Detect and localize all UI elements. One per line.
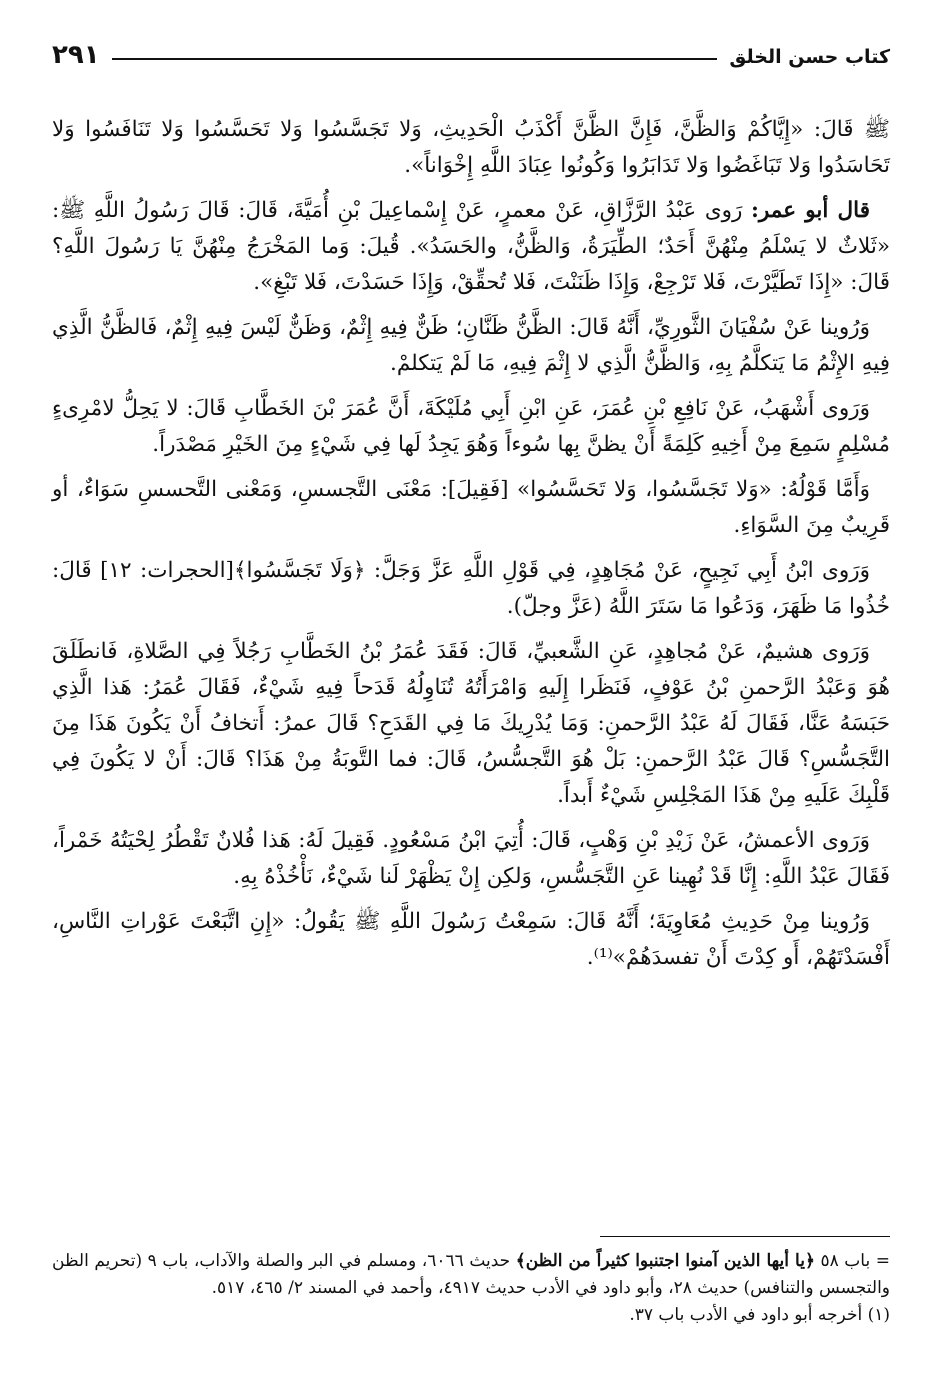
paragraph-4 (52, 391, 890, 463)
book-title: كتاب حسن الخلق (729, 46, 890, 68)
paragraph-9 (52, 904, 890, 976)
footnote-continued (52, 1248, 890, 1302)
paragraph-text: وَرَوى هشيمٌ، عَنْ مُجاهِدٍ، عَنِ الشَّعبيِّ، قَالَ: فَقَدَ عُمَرُ بْنُ الخَطَّابِ رَجُلاً فِي الصَّلاةِ، فَانطَلَقَ هُوَ وَعَبْدُ الرَّحمنِ بْنُ عَوْفٍ، فَنَظَرا إِلَيهِ وَامْرَأَتُهُ تُنَاوِلُهُ قَدَحاً فِيهِ شَيْءٌ، فَقَالَ عُمَرُ: هَذا الَّذِي حَبَسَهُ عَنَّا، فَقَالَ لَهُ عَبْدُ الرَّحمنِ: وَمَا يُدْرِيكَ مَا فِي القَدَحِ؟ قَالَ عمرُ: أَتخافُ أَنْ يَكُونَ هَذَا مِنَ التَّجَسُّسِ؟ قَالَ عَبْدُ الرَّحمنِ: بَلْ هُوَ التَّجسُّسُ، قَالَ: فما التَّوبَةُ مِنْ هَذَا؟ قَالَ: أَنْ لا يَكُونَ فِي قَلْبِكَ عَلَيهِ مِنْ هَذَا المَجْلِسِ شَيْءٌ أَبداً. (52, 639, 890, 808)
paragraph-text: ﷺ قَالَ: «إِيَّاكُمْ وَالظَّنَّ، فَإِنَّ الظَّنَّ أَكْذَبُ الْحَدِيثِ، وَلا تَجَسَّسُوا وَلا تَحَسَّسُوا وَلا تَنَافَسُوا وَلا تَحَاسَدُوا وَلا تَبَاغَضُوا وَلا تَدَابَرُوا وَكُونُوا عِبَادَ اللَّهِ إِخْوَاناً». (52, 117, 890, 178)
footnote-text: حديث ٦٠٦٦، ومسلم في البر والصلة والآداب، باب ٩ (تحريم الظن والتجسس والتنافس) حديث ٢٨، وأبو داود في الأدب حديث ٤٩١٧، وأحمد في المسند ٢/ ٤٦٥، ٥١٧. (52, 1251, 890, 1298)
book-page (52, 26, 890, 1366)
footnote-text: (١) أخرجه أبو داود في الأدب باب ٣٧. (629, 1305, 890, 1325)
main-text (52, 112, 890, 985)
paragraph-text: وَرُوينا مِنْ حَدِيثِ مُعَاوِيَةَ؛ أَنَّهُ قَالَ: سَمِعْتُ رَسُولَ اللَّهِ ﷺ يَقُولُ: «إِنِ اتَّبَعْتَ عَوْراتِ النَّاسِ، أَفْسَدْتَهُمْ، أَو كِدْتَ أَنْ تفسدَهُمْ»⁽¹⁾. (52, 909, 890, 970)
paragraph-text: وَأَمَّا قَوْلُهُ: «وَلا تَجَسَّسُوا، وَلا تَحَسَّسُوا» [فَقِيلَ]: مَعْنَى التَّجسسِ، وَمَعْنى التَّحسسِ سَوَاءٌ، أو قَرِيبٌ مِنَ السَّوَاءِ. (52, 477, 890, 538)
paragraph-text: وَرَوى أَشْهَبُ، عَنْ نَافِعِ بْنِ عُمَرَ، عَنِ ابْنِ أَبِي مُلَيْكَةَ، أَنَّ عُمَرَ بْنَ الخَطَّابِ قَالَ: لا يَحِلُّ لامْرِىءٍ مُسْلِمٍ سَمِعَ مِنْ أَخِيهِ كَلِمَةً أَنْ يظنَّ بِها سُوءاً وَهُوَ يَجِدُ لَها فِي شَيْءٍ مِنَ الخَيْرِ مَصْدَراً. (52, 396, 890, 457)
footnotes (52, 1248, 890, 1329)
paragraph-5 (52, 472, 890, 544)
paragraph-2 (52, 193, 890, 301)
paragraph-lead: قال أبو عمر: (751, 198, 871, 223)
footnote-rule (600, 1236, 890, 1237)
footnote-prefix: = باب ٥٨ (814, 1251, 891, 1271)
paragraph-1 (52, 112, 890, 184)
running-header (52, 26, 890, 70)
paragraph-7 (52, 634, 890, 814)
paragraph-8 (52, 823, 890, 895)
paragraph-6 (52, 553, 890, 625)
page-number: ٢٩١ (52, 40, 100, 70)
paragraph-text: وَرَوى ابْنُ أَبِي نَجِيحٍ، عَنْ مُجَاهِدٍ، فِي قَوْلِ اللَّهِ عَزَّ وَجَلَّ: ﴿وَلَا تَجَسَّسُوا﴾[الحجرات: ١٢] قَالَ: خُذُوا مَا ظَهَرَ، وَدَعُوا مَا سَتَرَ اللَّهُ (عَزَّ وجلّ). (52, 558, 890, 619)
header-rule (112, 58, 718, 60)
footnote-quran-ref: ﴿يا أيها الذين آمنوا اجتنبوا كثيراً من الظن﴾ (515, 1251, 815, 1271)
paragraph-text: وَرَوى الأعمشُ، عَنْ زَيْدِ بْنِ وَهْبٍ، قَالَ: أُتِيَ ابْنُ مَسْعُودٍ. فَقِيلَ لَهُ: هَذا فُلانٌ تَقْطُرُ لِحْيَتُهُ خَمْراً، فَقَالَ عَبْدُ اللَّهِ: إِنَّا قَدْ نُهِينا عَنِ التَّجَسُّسِ، وَلكِن إِنْ يَظْهَرْ لَنا شَيْءٌ، نَأْخُذْهُ بِهِ. (52, 828, 890, 889)
paragraph-text: رَوى عَبْدُ الرَّزَّاقِ، عَنْ معمرٍ، عَنْ إِسْماعِيلَ بْنِ أُمَيَّةَ، قَالَ: قَالَ رَسُولُ اللَّهِ ﷺ: «ثَلاثٌ لا يَسْلَمُ مِنْهُنَّ أَحَدٌ؛ الطِّيَرَةُ، وَالظَّنُّ، والحَسَدُ». قُيلَ: وَما المَخْرَجُ مِنْهُنَّ يَا رَسُولَ اللَّهِ؟ قَالَ: «إِذَا تَطَيَّرْتَ، فَلا تَرْجِعْ، وَإِذَا ظَنَنْتَ، فَلا تُحقِّقْ، وَإِذَا حَسَدْتَ، فَلا تَبْغِ». (52, 198, 890, 295)
footnote-1 (52, 1302, 890, 1329)
paragraph-3 (52, 310, 890, 382)
paragraph-text: وَرُوينا عَنْ سُفْيَانَ الثَّورِيِّ، أَنَّهُ قَالَ: الظَّنُّ ظَنَّانِ؛ ظَنٌّ فِيهِ إِثْمٌ، وَظَنٌّ لَيْسَ فِيهِ إِثْمٌ، فَالظَّنُّ الَّذِي فِيهِ الإِثْمُ مَا يَتكلَّمُ بِهِ، وَالظَّنُّ الَّذِي لا إِثْمَ فِيهِ، مَا لَمْ يَتكلمْ. (52, 315, 890, 376)
